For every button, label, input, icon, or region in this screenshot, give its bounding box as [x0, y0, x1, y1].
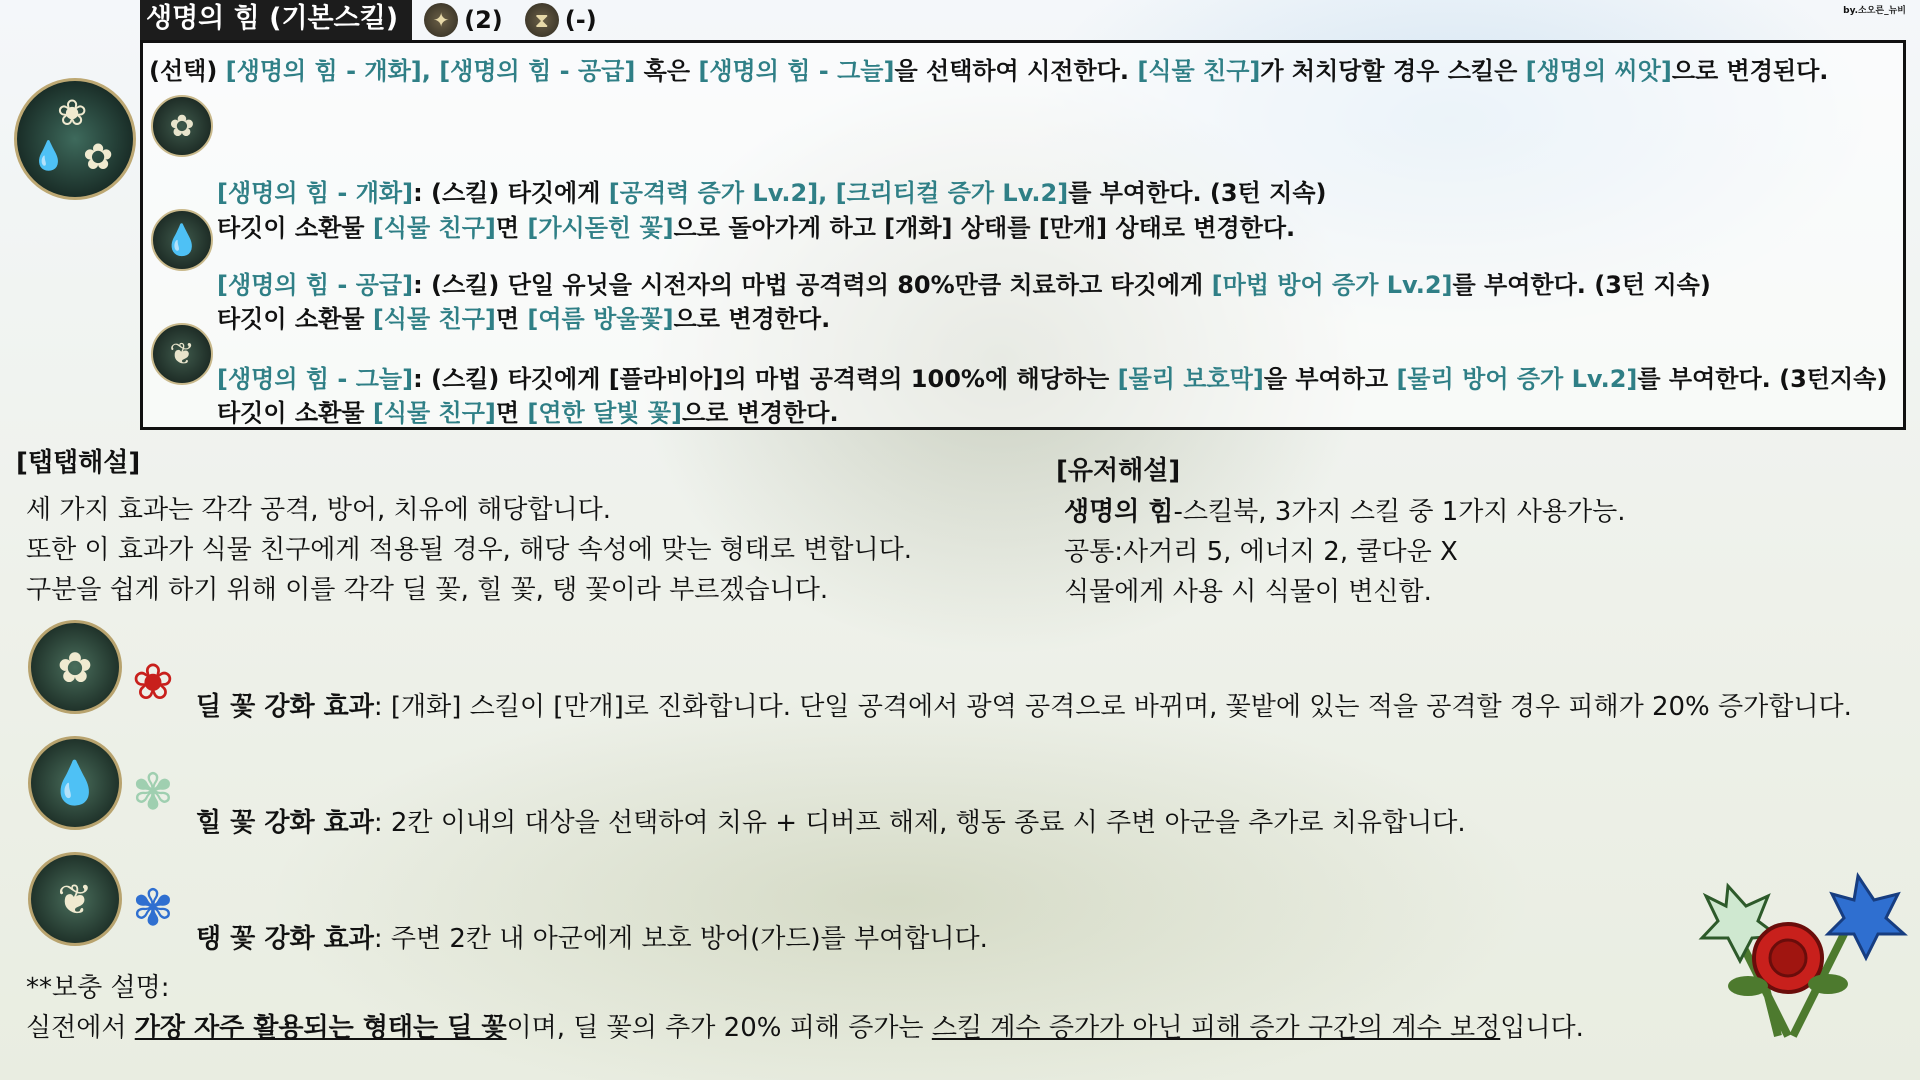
note-title: **보충 설명:	[26, 973, 170, 1003]
skill-text: 타깃이 소환물	[217, 399, 373, 427]
skill-title: 생명의 힘 (기본스킬)	[140, 0, 412, 42]
flower-bouquet-icon	[1668, 866, 1908, 1046]
keyword-highlight: [물리 보호막]	[1117, 365, 1264, 393]
sprout-shield-icon: ❦	[28, 852, 122, 946]
water-drops-icon: 💧	[151, 209, 213, 271]
hourglass-icon: ⧗	[525, 3, 559, 37]
skill-text: 타깃이 소환물	[217, 214, 373, 242]
note-text: 실전에서	[26, 1013, 135, 1043]
white-rose-icon: ✿	[151, 95, 213, 157]
option-supply-line1	[217, 265, 1711, 300]
red-rose-icon: ❀	[132, 653, 174, 711]
tank-flower-label: 탱 꽃 강화 효과	[196, 924, 374, 954]
skill-text: 를 부여한다. (3턴지속)	[1637, 365, 1888, 393]
skill-text: 면	[495, 399, 528, 427]
tank-flower-text	[196, 918, 988, 955]
note-emphasis: 스킬 계수 증가가 아닌 피해 증가 구간의 계수 보정	[931, 1013, 1501, 1043]
water-drops-icon: 💧	[28, 736, 122, 830]
rose-icon: ❀	[57, 93, 88, 134]
white-rose-icon: ✿	[83, 137, 114, 178]
skill-description-box	[140, 40, 1906, 430]
skill-title-bar	[140, 0, 607, 40]
keyword-highlight: [생명의 힘 - 개화]	[217, 179, 414, 207]
taptap-line: 구분을 쉽게 하기 위해 이를 각각 딜 꽃, 힐 꽃, 탱 꽃이라 부르겠습니다.	[26, 575, 829, 605]
keyword-highlight: [가시돋힌 꽃]	[527, 214, 674, 242]
skill-text: : (스킬) 타깃에게	[413, 179, 609, 207]
keyword-highlight: [생명의 힘 - 그늘]	[698, 57, 895, 85]
skill-text: 으로 변경된다.	[1671, 57, 1829, 85]
skill-text: 을 선택하여 시전한다.	[894, 57, 1138, 85]
white-bellflower-icon: ✾	[132, 763, 174, 821]
note-emphasis: 가장 자주 활용되는 형태는 딜 꽃	[134, 1013, 507, 1043]
taptap-line: 또한 이 효과가 식물 친구에게 적용될 경우, 해당 속성에 맞는 형태로 변합니다.	[26, 535, 913, 565]
keyword-highlight: [식물 친구]	[372, 399, 496, 427]
option-bloom-line2	[217, 208, 1295, 243]
energy-cost: (2)	[464, 6, 503, 34]
deal-flower-desc: : [개화] 스킬이 [만개]로 진화합니다. 단일 공격에서 광역 공격으로 바뀌며, 꽃밭에 있는 적을 공격할 경우 피해가 20% 증가합니다.	[373, 692, 1852, 722]
user-skill-name: 생명의 힘	[1064, 497, 1174, 527]
skill-text: 을 부여하고	[1263, 365, 1397, 393]
keyword-highlight: [생명의 힘 - 공급]	[217, 271, 414, 299]
deal-flower-text	[196, 686, 1852, 723]
user-text	[1064, 492, 1625, 612]
heal-flower-label: 힐 꽃 강화 효과	[196, 808, 374, 838]
keyword-highlight: [여름 방울꽃]	[527, 305, 674, 333]
keyword-highlight: [마법 방어 증가 Lv.2]	[1211, 271, 1453, 299]
taptap-line: 세 가지 효과는 각각 공격, 방어, 치유에 해당합니다.	[26, 495, 611, 525]
user-line3: 식물에게 사용 시 식물이 변신함.	[1064, 577, 1432, 607]
keyword-highlight: [식물 친구]	[372, 214, 496, 242]
keyword-highlight: [식물 친구]	[372, 305, 496, 333]
taptap-title: [탭탭해설]	[16, 448, 141, 478]
skill-main-icon	[14, 78, 136, 200]
keyword-highlight: [식물 친구]	[1137, 57, 1261, 85]
skill-text: : (스킬) 타깃에게 [플라비아]의 마법 공격력의 100%에 해당하는	[413, 365, 1118, 393]
user-line1-rest: -스킬북, 3가지 스킬 중 1가지 사용가능.	[1173, 497, 1626, 527]
drop-icon: 💧	[31, 139, 66, 172]
skill-text: 으로 변경한다.	[673, 305, 831, 333]
note-text: 입니다.	[1500, 1013, 1584, 1043]
skill-text: 으로 변경한다.	[681, 399, 839, 427]
blue-bellflower-icon: ✾	[132, 879, 174, 937]
heal-flower-desc: : 2칸 이내의 대상을 선택하여 치유 + 디버프 해제, 행동 종료 시 주변 아군을 추가로 치유합니다.	[373, 808, 1466, 838]
skill-text: 를 부여한다. (3턴 지속)	[1452, 271, 1711, 299]
skill-text: 으로 돌아가게 하고 [개화] 상태를 [만개] 상태로 변경한다.	[673, 214, 1296, 242]
skill-text: 가 처치당할 경우 스킬은	[1260, 57, 1526, 85]
user-title: [유저해설]	[1056, 456, 1181, 486]
skill-text: (선택)	[149, 57, 226, 85]
sprout-shield-icon: ❦	[151, 323, 213, 385]
keyword-highlight: [공격력 증가 Lv.2], [크리티컬 증가 Lv.2]	[608, 179, 1069, 207]
skill-intro	[149, 51, 1828, 86]
keyword-highlight: [물리 방어 증가 Lv.2]	[1396, 365, 1638, 393]
supplementary-note	[26, 968, 1584, 1048]
skill-text: 를 부여한다. (3턴 지속)	[1068, 179, 1327, 207]
skill-text: 면	[495, 305, 528, 333]
option-shade-line2	[217, 393, 839, 428]
user-line2: 공통:사거리 5, 에너지 2, 쿨다운 X	[1064, 537, 1458, 567]
keyword-highlight: [생명의 씨앗]	[1525, 57, 1672, 85]
option-supply-line2	[217, 299, 830, 334]
skill-text: 타깃이 소환물	[217, 305, 373, 333]
heal-flower-text	[196, 802, 1466, 839]
taptap-text	[26, 490, 912, 610]
deal-flower-label: 딜 꽃 강화 효과	[196, 692, 374, 722]
cooldown-cost: (-)	[564, 6, 597, 34]
white-rose-icon: ✿	[28, 620, 122, 714]
option-shade-line1	[217, 359, 1887, 394]
skill-text: : (스킬) 단일 유닛을 시전자의 마법 공격력의 80%만큼 치료하고 타깃에게	[413, 271, 1212, 299]
keyword-highlight: [생명의 힘 - 개화], [생명의 힘 - 공급]	[225, 57, 636, 85]
note-text: 이며, 딜 꽃의 추가 20% 피해 증가는	[506, 1013, 932, 1043]
keyword-highlight: [연한 달빛 꽃]	[527, 399, 682, 427]
keyword-highlight: [생명의 힘 - 그늘]	[217, 365, 414, 393]
option-bloom-line1	[217, 173, 1326, 208]
star-icon: ✦	[424, 3, 458, 37]
skill-text: 혹은	[635, 57, 699, 85]
tank-flower-desc: : 주변 2칸 내 아군에게 보호 방어(가드)를 부여합니다.	[373, 924, 988, 954]
author-credit: by.소오른_뉴비	[1843, 6, 1906, 16]
skill-text: 면	[495, 214, 528, 242]
